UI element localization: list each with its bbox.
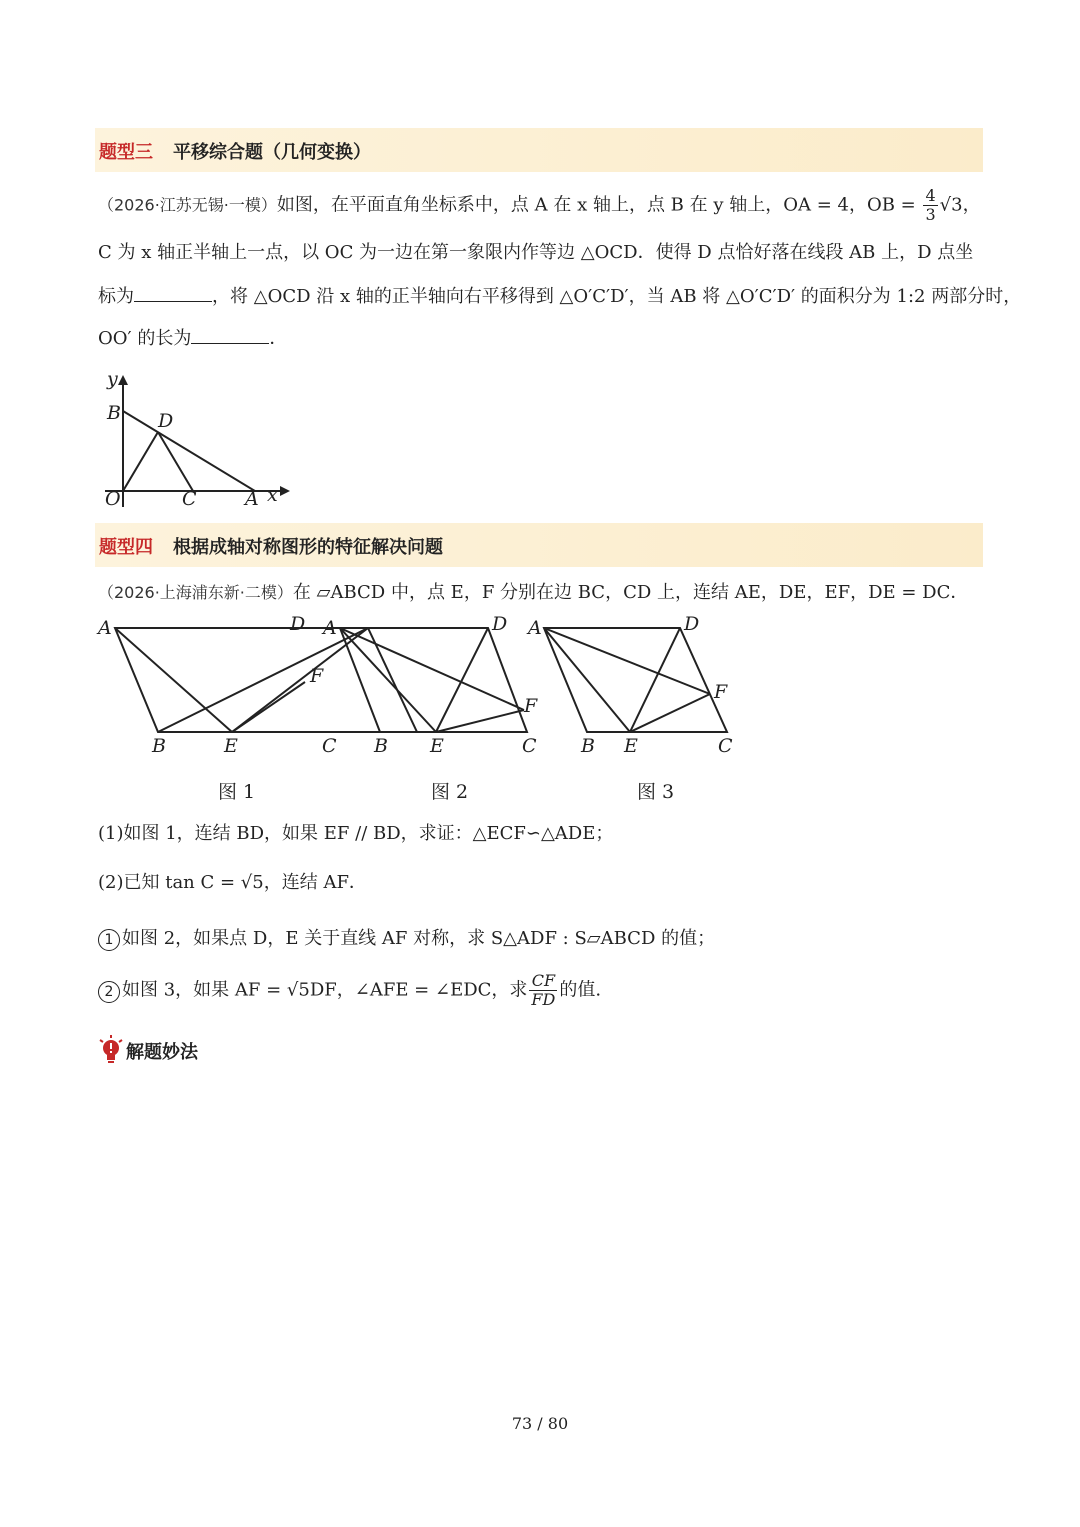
point-label-F: F — [714, 681, 728, 703]
axis-label-y: y — [107, 368, 118, 390]
denominator: 3 — [925, 205, 936, 224]
circled-number: 1 — [98, 929, 120, 951]
question-2a — [98, 924, 715, 951]
point-label-C: C — [322, 735, 337, 757]
axis-label-x: x — [267, 484, 278, 506]
point-label-D: D — [158, 410, 174, 432]
answer-blank[interactable] — [134, 285, 212, 302]
coordinate-figure — [95, 365, 295, 525]
point-label-E: E — [430, 735, 444, 757]
text: ，将 △OCD 沿 x 轴的正半轴向右平移得到 △O′C′D′，当 AB 将 △O′C′D′ 的面积分为 1:2 两部分时， — [212, 286, 1022, 307]
numerator: 4 — [925, 186, 936, 205]
answer-blank[interactable] — [191, 327, 269, 344]
section-header-3 — [95, 128, 983, 172]
fraction — [923, 187, 937, 224]
problem3-line2: C 为 x 轴正半轴上一点，以 OC 为一边在第一象限内作等边 △OCD．使得 D 点恰好落在线段 AB 上，D 点坐 — [98, 242, 974, 263]
question-2b — [98, 972, 601, 1009]
page-number: 73 / 80 — [511, 1414, 569, 1433]
problem3-line4 — [98, 324, 287, 350]
figure-caption-3: 图 3 — [637, 781, 675, 803]
problem3-line3 — [98, 282, 1021, 308]
point-label-O: O — [105, 488, 121, 510]
lightbulb-icon — [98, 1034, 124, 1064]
point-label-C: C — [522, 735, 537, 757]
tips-title: 解题妙法 — [126, 1042, 198, 1063]
figure-2 — [321, 613, 538, 757]
text: 的值. — [559, 979, 602, 1001]
question-2: (2)已知 tan C = √5，连结 AF． — [98, 872, 367, 893]
problem-text: 如图，在平面直角坐标系中，点 A 在 x 轴上，点 B 在 y 轴上，OA = 4，OB = — [276, 194, 922, 216]
text: OO′ 的长为 — [98, 328, 192, 349]
numerator: CF — [529, 972, 557, 991]
section-title: 根据成轴对称图形的特征解决问题 — [173, 537, 443, 558]
point-label-D: D — [684, 613, 700, 635]
point-label-B: B — [107, 402, 121, 424]
point-label-C: C — [182, 488, 197, 510]
figure-1 — [96, 613, 417, 757]
problem4-line1 — [98, 578, 968, 604]
text: ． — [269, 328, 288, 349]
denominator: FD — [531, 990, 556, 1009]
section-tag: 题型三 — [99, 142, 153, 163]
text: 如图 3，如果 AF = √5DF，∠AFE = ∠EDC，求 — [122, 979, 528, 1001]
problem3-line1: （2026·江苏无锡·一模）如图，在平面直角坐标系中，点 A 在 x 轴上，点 B 在 y 轴上，OA = 4，OB = $\frac{4}{3}$ √3， — [98, 186, 981, 224]
point-label-D: D — [290, 613, 306, 635]
figure-caption-1: 图 1 — [218, 781, 256, 803]
problem-source: （2026·上海浦东新·二模） — [98, 583, 293, 602]
problem-text: 在 ▱ABCD 中，点 E，F 分别在边 BC，CD 上，连结 AE，DE，EF，DE = DC． — [292, 582, 969, 603]
point-label-B: B — [581, 735, 595, 757]
figure-caption-2: 图 2 — [431, 781, 469, 803]
circled-number: 2 — [98, 981, 120, 1003]
radical: √3 — [939, 194, 963, 216]
point-label-B: B — [152, 735, 166, 757]
section-title: 平移综合题（几何变换） — [173, 142, 371, 163]
figure-3 — [526, 613, 733, 757]
section-header-4 — [95, 523, 983, 567]
point-label-B: B — [374, 735, 388, 757]
fraction — [529, 972, 557, 1009]
point-label-A: A — [98, 617, 112, 639]
point-label-F: F — [524, 695, 538, 717]
point-label-E: E — [224, 735, 238, 757]
point-label-A: A — [528, 617, 542, 639]
point-label-D: D — [492, 613, 508, 635]
point-label-E: E — [624, 735, 638, 757]
question-1: (1)如图 1，连结 BD，如果 EF // BD，求证：△ECF∽△ADE； — [98, 823, 614, 844]
section-tag: 题型四 — [99, 537, 153, 558]
problem-source: （2026·江苏无锡·一模） — [98, 195, 277, 215]
text: 标为 — [98, 286, 134, 307]
point-label-A: A — [245, 488, 259, 510]
point-label-A: A — [323, 617, 337, 639]
parallelogram-figures — [90, 610, 750, 760]
text: 如图 2，如果点 D，E 关于直线 AF 对称，求 S△ADF : S▱ABCD 的值； — [122, 928, 716, 949]
point-label-F: F — [310, 665, 324, 687]
point-label-C: C — [718, 735, 733, 757]
